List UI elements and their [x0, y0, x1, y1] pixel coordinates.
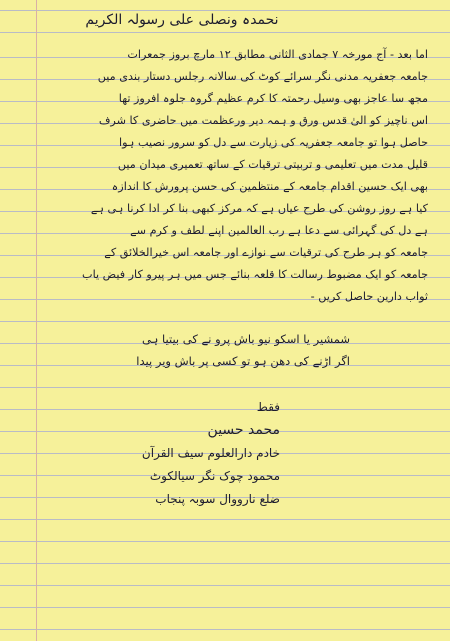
- signature-district: ضلع نارووال سوبہ پنجاب: [155, 492, 280, 506]
- body-line: اما بعد - آج مورخہ ۷ جمادی الثانی مطابق ۱۲ مارچ بروز جمعرات: [127, 48, 428, 61]
- body-line: مجھ سا عاجز بھی وسیل رحمتہ کا کرم عظیم گروہ جلوہ افروز تھا: [118, 92, 428, 105]
- body-line: جامعہ جعفریہ مدنی نگر سرائے کوٹ کی سالانہ رجلس دستار بندی میں: [97, 70, 428, 83]
- signature-title: خادم دارالعلوم سیف القرآن: [141, 446, 280, 460]
- body-line: حاصل ہوا تو جامعہ جعفریہ کی زیارت سے دل کو سرور نصیب ہوا: [118, 136, 428, 149]
- letter-body: [26, 44, 428, 308]
- signature-label: فقط: [256, 400, 280, 414]
- body-line: بھی ایک حسین اقدام جامعہ کے منتظمین کی حسن پرورش کا اندازہ: [111, 180, 428, 193]
- signature-address: محمود چوک نگر سیالکوٹ: [149, 469, 280, 483]
- body-line: جامعہ کو ایک مضبوط رسالت کا قلعہ بنائے جس میں ہر پیرو کار فیض یاب: [82, 268, 428, 281]
- body-line: ہے دل کی گہرائی سے دعا ہے رب العالمین اپنے لطف و کرم سے: [130, 224, 428, 237]
- body-line: اس ناچیز کو الیٰ قدس ورق و ہمہ دیر ورعظمت میں حاضری کا شرف: [98, 114, 428, 127]
- letter-heading: نحمدہ ونصلی علی رسولہ الکریم: [85, 12, 279, 28]
- couplet-line: اگر اڑنے کی دھن ہو تو کسی پر باش ویر پیدا: [136, 354, 350, 368]
- signature-block: [60, 396, 280, 511]
- signature-name: محمد حسین: [207, 422, 280, 438]
- body-line: قلیل مدت میں تعلیمی و تربیتی ترقیات کے ساتھ تعمیری میدان میں: [117, 158, 428, 171]
- couplet-line: شمشیر یا اسکو نیو باش پرو نے کی بیتیا ہی: [142, 332, 350, 346]
- body-line: جامعہ کو ہر طرح کی ترقیات سے نوازے اور جامعہ اس خیرالخلائق کے: [104, 246, 428, 259]
- body-line: ثواب دارین حاصل کریں -: [310, 290, 428, 303]
- body-line: کیا ہے روز روشن کی طرح عیاں ہے کہ مرکز کبھی بنا کر ادا کرنا ہی ہے: [90, 202, 428, 215]
- poetry-couplet: [40, 328, 350, 372]
